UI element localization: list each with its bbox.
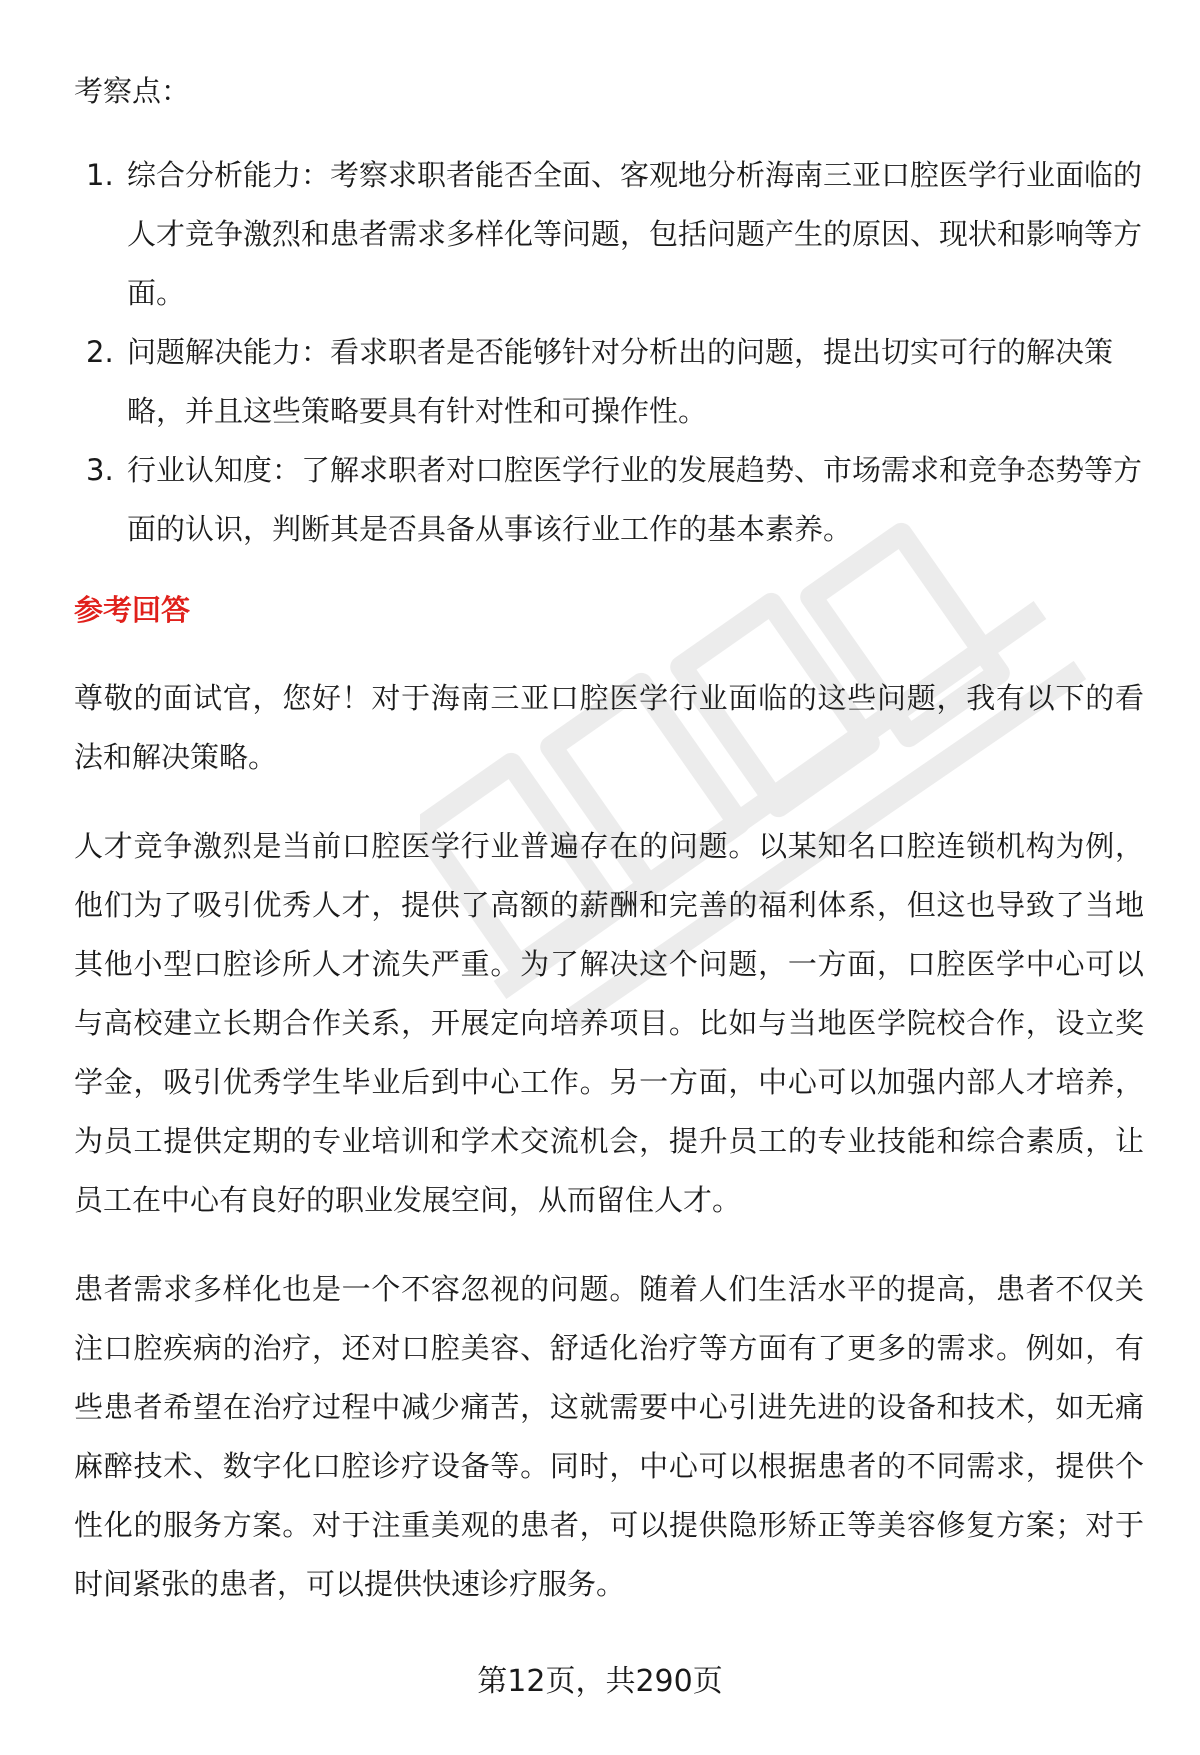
page-number-footer: 第12页，共290页 <box>477 1664 723 1699</box>
document-body <box>74 62 1144 1644</box>
exam-points-label: 考察点： <box>74 74 191 108</box>
reference-answer-heading: 参考回答 <box>74 593 191 627</box>
list-item-text: 问题解决能力：看求职者是否能够针对分析出的问题，提出切实可行的解决策略，并且这些策略要具有针对性和可操作性。 <box>127 335 1114 428</box>
list-item-text: 综合分析能力：考察求职者能否全面、客观地分析海南三亚口腔医学行业面临的人才竞争激烈和患者需求多样化等问题，包括问题产生的原因、现状和影响等方面。 <box>127 158 1143 310</box>
list-number: 2. <box>86 335 114 369</box>
list-item <box>74 146 1144 323</box>
list-item <box>74 441 1144 559</box>
list-number: 1. <box>86 158 114 192</box>
answer-paragraph: 人才竞争激烈是当前口腔医学行业普遍存在的问题。以某知名口腔连锁机构为例，他们为了吸引优秀人才，提供了高额的薪酬和完善的福利体系，但这也导致了当地其他小型口腔诊所人才流失严重。为了解决这个问题，一方面，口腔医学中心可以与高校建立长期合作关系，开展定向培养项目。比如与当地医学院校合作，设立奖学金，吸引优秀学生毕业后到中心工作。另一方面，中心可以加强内部人才培养，为员工提供定期的专业培训和学术交流机会，提升员工的专业技能和综合素质，让员工在中心有良好的职业发展空间，从而留住人才。 <box>74 829 1144 1217</box>
list-item-text: 行业认知度：了解求职者对口腔医学行业的发展趋势、市场需求和竞争态势等方面的认识，判断其是否具备从事该行业工作的基本素养。 <box>127 453 1143 546</box>
answer-paragraph: 尊敬的面试官，您好！对于海南三亚口腔医学行业面临的这些问题，我有以下的看法和解决策略。 <box>74 681 1144 774</box>
list-number: 3. <box>86 453 114 487</box>
answer-paragraph: 患者需求多样化也是一个不容忽视的问题。随着人们生活水平的提高，患者不仅关注口腔疾病的治疗，还对口腔美容、舒适化治疗等方面有了更多的需求。例如，有些患者希望在治疗过程中减少痛苦，这就需要中心引进先进的设备和技术，如无痛麻醉技术、数字化口腔诊疗设备等。同时，中心可以根据患者的不同需求，提供个性化的服务方案。对于注重美观的患者，可以提供隐形矫正等美容修复方案；对于时间紧张的患者，可以提供快速诊疗服务。 <box>74 1272 1144 1601</box>
exam-points-list <box>74 146 1144 559</box>
list-item <box>74 323 1144 441</box>
